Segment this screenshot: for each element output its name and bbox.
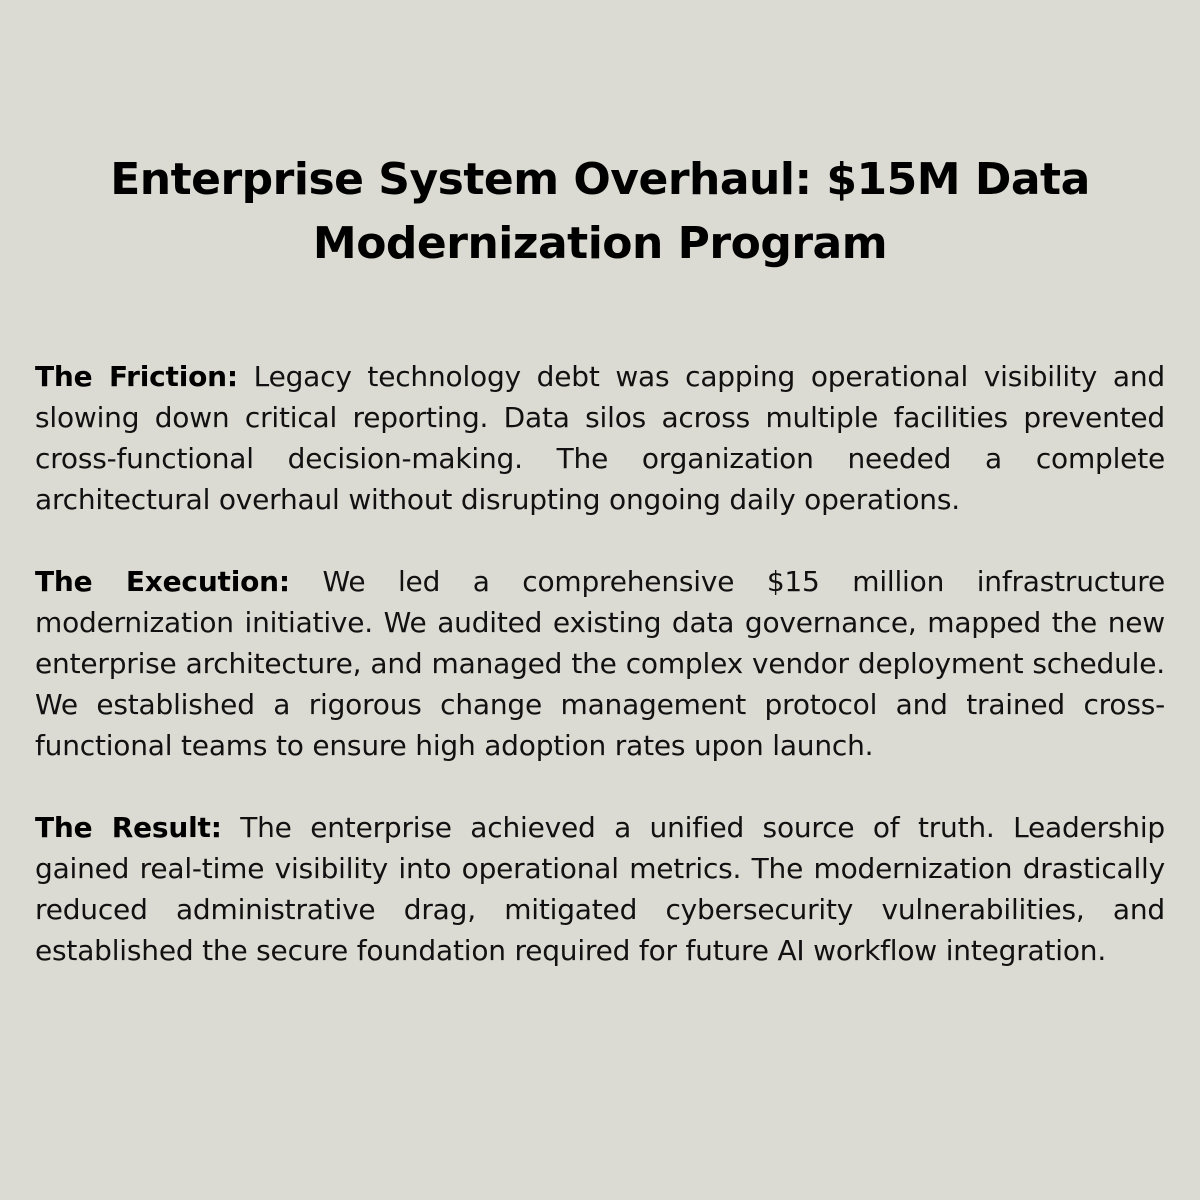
section-label-result: The Result: bbox=[35, 811, 222, 844]
section-label-execution: The Execution: bbox=[35, 565, 290, 598]
section-result bbox=[35, 807, 1165, 971]
section-execution bbox=[35, 561, 1165, 766]
section-friction bbox=[35, 356, 1165, 520]
page-title-line-2: Modernization Program bbox=[312, 218, 888, 269]
page-title-line-1: Enterprise System Overhaul: $15M Data bbox=[110, 154, 1090, 205]
page-title bbox=[35, 0, 1165, 276]
section-text-friction: Legacy technology debt was capping operational visibility and slowing down critical reporting. Data silos across multiple facilities prevented cross-functional decision-making. The organization needed a complete architectural overhaul without disrupting ongoing daily operations. bbox=[35, 360, 1165, 516]
section-text-execution: We led a comprehensive $15 million infrastructure modernization initiative. We audited existing data governance, mapped the new enterprise architecture, and managed the complex vendor deployment schedule. We established a rigorous change management protocol and trained cross-functional teams to ensure high adoption rates upon launch. bbox=[35, 565, 1166, 762]
content-sections bbox=[35, 356, 1165, 971]
section-label-friction: The Friction: bbox=[35, 360, 238, 393]
section-text-result: The enterprise achieved a unified source of truth. Leadership gained real-time visibility into operational metrics. The modernization drastically reduced administrative drag, mitigated cybersecurity vulnerabilities, and established the secure foundation required for future AI workflow integration. bbox=[35, 811, 1166, 967]
